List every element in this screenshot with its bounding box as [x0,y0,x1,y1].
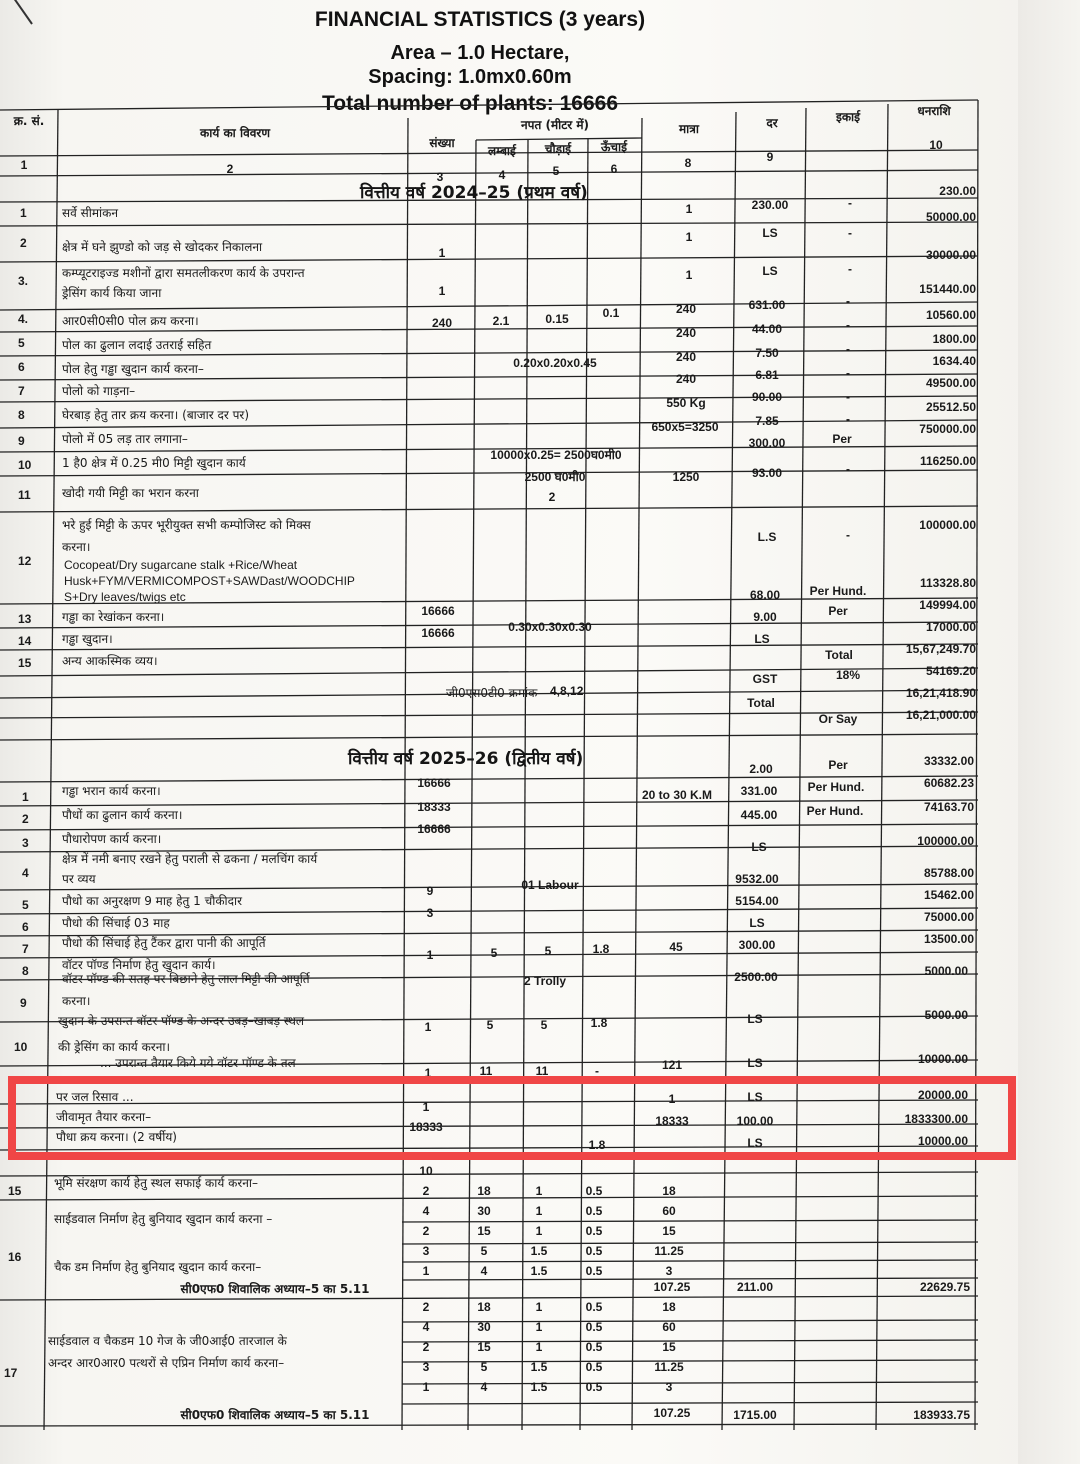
r16rows-nos: 3 [422,1244,430,1258]
y2-r11-len: 11 [479,1064,493,1078]
y1-r12-desc2: करना। [62,540,91,554]
y1-r3-sn: 3. [18,274,29,288]
y2-r9-rate: 2500.00 [734,970,778,984]
y1-r9-desc: पोलो में 05 लड़ तार लगाना– [62,432,188,446]
y2-r1-amt: 60682.23 [923,776,974,790]
y1-r3-nos: 1 [438,284,446,298]
y1-total-label: Total [747,696,775,710]
y2-r8-rate: 300.00 [738,938,776,952]
y2-r16-total-qty: 107.25 [653,1280,691,1294]
y2-r5-meas: 01 Labour [521,878,579,892]
y1-r4-rate: 631.00 [748,298,786,312]
y1-r7-unit: - [846,366,850,380]
y1-r11-desc: खोदी गयी मिट्टी का भरान करना [62,486,199,500]
y1-r8-sn: 8 [18,408,25,422]
r16rows-qty: 60 [662,1204,676,1218]
y2-r8-len: 5 [490,946,498,960]
col-num: 6 [610,162,618,176]
y1-r10-meas: 10000x0.25= 2500घ0मी0 [490,448,622,462]
y2-r9-meas: 2 Trolly [523,974,567,988]
r17rows-qty: 18 [662,1300,676,1314]
y2-r7-rate: LS [749,916,765,930]
r16rows-qty: 15 [662,1224,676,1238]
col-num: 1 [20,158,28,172]
r16rows-nos: 2 [422,1184,430,1198]
r16rows-ht: 0.5 [585,1184,603,1198]
y2-r6-rate: 5154.00 [735,894,779,908]
col-ht-header: ऊँचाई [600,140,628,154]
y1-r4-sn: 4. [18,312,29,326]
y1-r9-rate2: 300.00 [748,436,786,450]
y1-r11-qty: 1250 [672,470,700,484]
y1-r3-amt: 30000.00 [925,248,976,262]
y1-r13-nos: 16666 [421,604,455,618]
y2-r1-nos: 16666 [417,776,451,790]
y2-r14-ht: 1.8 [588,1138,606,1152]
y2-r3-desc: पौधारोपण कार्य करना। [62,832,162,846]
col-sn-header: क्र. सं. [13,114,45,128]
y2-r5-desc: पौधो का अनुरक्षण 9 माह हेतु 1 चौकीदार [62,894,243,908]
y1-r5-amt: 1800.00 [932,332,976,346]
y1-r11-rate: 93.00 [751,466,783,480]
y2-r8-nos: 1 [426,948,434,962]
y2-r13-nos: 1 [422,1100,430,1114]
col-amount-header: धनराशि [917,104,951,118]
r16rows-len: 30 [477,1204,491,1218]
y1-gst-noteval: 4,8,12 [550,684,584,698]
y2-r8-ht: 1.8 [592,942,610,956]
y1-r12-desc3: Cocopeat/Dry sugarcane stalk +Rice/Wheat [64,558,298,572]
section-year-2: वित्तीय वर्ष 2025–26 (द्वितीय वर्ष) [348,749,584,769]
col-wid-header: चौड़ाई [544,142,572,156]
y1-r2-sn: 2 [20,236,27,250]
y1-r5-unit: - [846,318,850,332]
y2-r12-amt: 20000.00 [917,1088,968,1102]
y1-gst-amt: 54169.20 [925,664,976,678]
r16rows-nos: 1 [422,1264,430,1278]
y1-r3-rate: LS [762,264,778,278]
y1-r12-desc4: Husk+FYM/VERMICOMPOST+SAWDast/WOODCHIP [64,574,355,588]
y2-r4-amt: 85788.00 [923,866,974,880]
y2-r10-ht: 1.8 [590,1016,608,1030]
y2-r10-nos: 1 [424,1020,432,1034]
y2-r16-amt: 22629.75 [919,1280,970,1294]
y1-r2-qty: 1 [685,230,693,244]
r17rows-len: 5 [480,1360,488,1374]
y1-r14-meas: 0.30x0.30x0.30 [508,620,592,634]
r16rows-len: 18 [477,1184,491,1198]
y1-r12-rate: L.S [757,530,777,544]
r17rows-wid: 1 [535,1300,543,1314]
y2-r16-desc2: चैक डम निर्माण हेतु बुनियाद खुदान कार्य करना– [54,1260,262,1274]
y1-r1-unit: - [848,196,852,210]
y2-r17-desc2: अन्दर आर0आर0 पत्थरों से एप्रिन निर्माण कार्य करना– [48,1356,285,1370]
y1-r12-unit2: Per Hund. [809,584,867,598]
y2-r10-desc2: की ड्रेसिंग का कार्य करना। [58,1040,171,1054]
y1-r6-meas: 0.20x0.20x0.45 [513,356,597,370]
col-len-header: लम्बाई [488,144,516,158]
r17rows-len: 18 [477,1300,491,1314]
y2-r0-unit: Per [828,758,848,772]
r17rows-ht: 0.5 [585,1360,603,1374]
y2-r13-amt: 1833300.00 [904,1112,968,1126]
r16rows-wid: 1.5 [530,1244,548,1258]
y2-r16-sn: 16 [8,1250,22,1264]
y1-r14-rate: LS [754,632,770,646]
r16rows-wid: 1 [535,1224,543,1238]
y1-r15-unit: Total [825,648,853,662]
y1-r6-desc: पोल हेतु गड्ढा खुदान कार्य करना– [62,362,204,376]
y2-r9-desc2: करना। [62,994,91,1008]
y2-r2-desc: पौधों का ढुलान कार्य करना। [62,808,183,822]
y2-r7-desc: पौधो की सिंचाई हेतु टैंकर द्वारा पानी की आपूर्ति [62,936,266,950]
y1-r9-unit: - [846,412,850,426]
y1-r14-amt: 17000.00 [925,620,976,634]
y2-r17-total-qty: 107.25 [653,1406,691,1420]
r17rows-wid: 1 [535,1320,543,1334]
y2-r1-rate: 331.00 [740,784,778,798]
y2-r12-qty: 1 [668,1092,676,1106]
y1-r3-qty: 1 [685,268,693,282]
y1-r8-amt: 25512.50 [925,400,976,414]
y1-total-amt: 16,21,418.90 [905,686,976,700]
y1-r5-rate: 44.00 [751,322,783,336]
y2-r8-desc: वॉटर पॉण्ड निर्माण हेतु खुदान कार्य। [62,958,216,972]
r17rows-wid: 1 [535,1340,543,1354]
r17rows-nos: 2 [422,1300,430,1314]
y1-r3-amt2: 151440.00 [919,282,976,296]
r17rows-ht: 0.5 [585,1320,603,1334]
r17rows-qty: 3 [665,1380,673,1394]
y2-r13-qty: 18333 [655,1114,689,1128]
y2-r7-amt: 13500.00 [923,932,974,946]
r16rows-ht: 0.5 [585,1224,603,1238]
y1-r6-unit: - [846,342,850,356]
y1-r4-len: 2.1 [492,314,510,328]
y2-r11-desc: ... उपरान्त तैयार किये गये वॉटर पॉण्ड के तल [100,1056,296,1070]
y2-r15-desc: भूमि संरक्षण कार्य हेतु स्थल सफाई कार्य करना– [54,1176,258,1190]
y1-r12-sn: 12 [18,554,32,568]
y1-r9-rate: 7.85 [755,414,779,428]
r17rows-nos: 1 [422,1380,430,1394]
col-num: 9 [766,150,774,164]
col-rate-header: दर [766,116,778,130]
y1-r12-rate2: 68.00 [749,588,781,602]
y2-r17-amt: 183933.75 [913,1408,970,1422]
r17rows-wid: 1.5 [530,1380,548,1394]
y1-r7-amt: 49500.00 [925,376,976,390]
y1-r1-desc: सर्वे सीमांकन [62,206,118,220]
r17rows-qty: 11.25 [654,1360,684,1374]
y2-r12-rate: LS [747,1090,763,1104]
y2-r6-sn: 6 [22,920,29,934]
y1-r2-nos: 1 [438,246,446,260]
r16rows-qty: 3 [665,1264,673,1278]
y2-r17-foot: सी0एफ0 शिवालिक अध्याय–5 का 5.11 [180,1408,370,1422]
y2-r11-nos: 1 [424,1066,432,1080]
y2-r10-sn: 10 [14,1040,28,1054]
y1-r4-unit: - [846,294,850,308]
page-margin [1018,0,1080,1464]
y2-r6-desc: पौधो की सिंचाई 03 माह [62,916,170,930]
r16rows-len: 5 [480,1244,488,1258]
y1-r9-sn: 9 [18,434,25,448]
y1-r13-rate: 9.00 [753,610,777,624]
r17rows-qty: 60 [662,1320,676,1334]
col-qty-header: मात्रा [678,122,700,136]
y1-r8-rate: 90.00 [751,390,783,404]
y1-r4-amt: 10560.00 [925,308,976,322]
y2-r5-sn: 5 [22,898,29,912]
y2-r0-rate: 2.00 [749,762,773,776]
y2-r3-sn: 3 [22,836,29,850]
y1-say-label: Or Say [818,712,858,726]
y2-r10-wid: 5 [540,1018,548,1032]
y2-r17-sn: 17 [4,1366,18,1380]
y1-r2-rate: LS [762,226,778,240]
y1-r4-desc: आर0सी0सी0 पोल क्रय करना। [62,314,199,328]
col-desc-header: कार्य का विवरण [200,126,270,140]
y1-r7-qty: 240 [675,372,697,386]
r16rows-qty: 11.25 [654,1244,684,1258]
r16rows-wid: 1.5 [530,1264,548,1278]
y1-r8-qty: 550 Kg [666,396,706,410]
r17rows-qty: 15 [662,1340,676,1354]
col-num: 5 [552,164,560,178]
y2-r13-rate: 100.00 [736,1114,774,1128]
col-measure-header: नपत (मीटर में) [520,118,590,132]
y1-r4-qty: 240 [675,302,697,316]
y1-r10-amt: 116250.00 [919,454,976,468]
y2-r14-nos: 18333 [409,1120,443,1134]
y1-r7-sn: 7 [18,384,25,398]
y1-r13-amt: 149994.00 [919,598,976,612]
y2-r16-rate: 211.00 [736,1280,774,1294]
r16rows-len: 4 [480,1264,488,1278]
y2-r8-qty: 45 [669,940,683,954]
spacing-line: Spacing: 1.0mx0.60m [368,66,572,88]
y1-r9-unit2: Per [832,432,852,446]
y2-r10-rate: LS [747,1012,763,1026]
y2-r15-sn: 15 [8,1184,22,1198]
y2-r2-unit: Per Hund. [806,804,864,818]
col-nos-header: संख्या [429,136,455,150]
y2-r10-len: 5 [486,1018,494,1032]
y1-r12-amt2: 113328.80 [919,576,976,590]
y1-r9-amt: 750000.00 [919,422,976,436]
y1-r7-desc: पोलो को गाड़ना– [62,384,136,398]
y1-r11-sn: 11 [18,488,31,502]
y1-say-amt: 16,21,000.00 [905,708,976,722]
r17rows-ht: 0.5 [585,1380,603,1394]
r17rows-wid: 1.5 [530,1360,548,1374]
y1-r15-amt: 15,67,249.70 [905,642,976,656]
y2-r7-sn: 7 [22,942,29,956]
r16rows-nos: 4 [422,1204,430,1218]
y2-r6-amt: 75000.00 [923,910,974,924]
y2-r6-nos: 3 [426,906,434,920]
r16rows-wid: 1 [535,1204,543,1218]
y2-r17-rate: 1715.00 [733,1408,777,1422]
y2-r11-ht: - [595,1064,599,1078]
y1-r5-qty: 240 [675,326,697,340]
y2-r1-qty: 20 to 30 K.M [641,788,713,802]
r16rows-len: 15 [477,1224,491,1238]
r16rows-ht: 0.5 [585,1264,603,1278]
y2-r11-qty: 121 [661,1058,683,1072]
y2-r9-sn: 9 [20,996,27,1010]
y1-r13-desc: गड्ढा का रेखांकन करना। [62,610,165,624]
y1-r6-rate: 7.50 [755,346,779,360]
y2-r13-desc: जीवामृत तैयार करना– [56,1110,152,1124]
y2-r10-amt: 5000.00 [924,1008,968,1022]
r17rows-len: 4 [480,1380,488,1394]
y2-r4-desc2: पर व्यय [62,872,96,886]
y1-gst-note: जी0एस0टी0 क्रमांक [446,686,538,700]
r17rows-ht: 0.5 [585,1300,603,1314]
y1-r11-unit: - [846,462,850,476]
col-num: 8 [684,156,692,170]
y1-r1-qty: 1 [685,202,693,216]
y1-r3-desc: कम्प्यूटराइज्ड मशीनों द्वारा समतलीकरण कार्य के उपरान्त [62,266,305,280]
y1-r15-sn: 15 [18,656,32,670]
section-year-1: वित्तीय वर्ष 2024–25 (प्रथम वर्ष) [360,183,588,203]
col-num: 3 [436,170,444,184]
r16rows-ht: 0.5 [585,1204,603,1218]
y2-r4-rate: LS [751,840,767,854]
y2-r14-desc: पौधा क्रय करना। (2 वर्षीय) [56,1130,177,1144]
y1-r2-amt: 50000.00 [925,210,976,224]
col-unit-header: इकाई [835,110,861,124]
y2-r15-nos: 10 [419,1164,433,1178]
r17rows-len: 30 [477,1320,491,1334]
y2-r1-desc: गड्ढा भरान कार्य करना। [62,784,161,798]
y1-r4-wid: 0.15 [545,312,569,326]
y1-r1-amt: 230.00 [939,184,976,198]
y2-r11-rate: LS [747,1056,763,1070]
col-num: 10 [929,138,943,152]
y1-r8-unit: - [846,390,850,404]
area-line: Area – 1.0 Hectare, [390,42,570,64]
y1-r10-sn: 10 [18,458,32,472]
y1-r10-desc: 1 है0 क्षेत्र में 0.25 मी0 मिट्टी खुदान कार्य [62,456,246,470]
doc-title: FINANCIAL STATISTICS (3 years) [314,8,646,31]
y1-r5-desc: पोल का ढुलान लदाई उतराई सहित [62,338,212,352]
y1-r6-qty: 240 [675,350,697,364]
y1-r14-sn: 14 [18,634,32,648]
y1-r11-meas: 2500 घ0मी0 [524,470,586,484]
y2-r8-wid: 5 [544,944,552,958]
r17rows-ht: 0.5 [585,1340,603,1354]
y2-r12-desc: पर जल रिसाव ... [56,1090,134,1104]
y1-r14-nos: 16666 [421,626,455,640]
y1-r3-desc2: ड्रेसिंग कार्य किया जाना [62,286,162,300]
y1-r7-rate: 6.81 [755,368,779,382]
r16rows-qty: 18 [662,1184,676,1198]
y1-r8-desc: घेरबाड़ हेतु तार क्रय करना। (बाजार दर पर) [62,408,250,422]
r16rows-ht: 0.5 [585,1244,603,1258]
y2-r1-sn: 1 [22,790,29,804]
y1-r6-amt: 1634.40 [932,354,976,368]
y2-r5-nos: 9 [426,884,434,898]
y2-r9-desc: वॉटर पॉण्ड की सतह पर बिछाने हेतु लाल मिट्टी की आपूर्ति [62,972,310,986]
y2-r16-desc: साईडवाल निर्माण हेतु बुनियाद खुदान कार्य करना – [54,1212,273,1226]
y2-r14-amt: 10000.00 [917,1134,968,1148]
y1-r1-sn: 1 [20,206,27,220]
y2-r17-desc: साईडवाल व चैकडम 10 गेज के जी0आई0 तारजाल के [48,1334,287,1348]
y2-r3-nos: 16666 [417,822,451,836]
y1-r4-ht: 0.1 [602,306,620,320]
y1-r13-sn: 13 [18,612,32,626]
y1-r12-amt: 100000.00 [919,518,976,532]
y2-r1-unit: Per Hund. [807,780,865,794]
y2-r14-rate: LS [747,1136,763,1150]
y1-r13-unit: Per [828,604,848,618]
y1-r11-meas2: 2 [548,490,556,504]
highlight-box [8,1076,1016,1160]
r16rows-wid: 1 [535,1184,543,1198]
y2-r5-rate: 9532.00 [735,872,779,886]
y1-r9-qty: 650x5=3250 [651,420,719,434]
y1-r4-nos: 240 [431,316,453,330]
r17rows-nos: 4 [422,1320,430,1334]
y2-r2-amt: 74163.70 [923,800,974,814]
col-num: 2 [226,162,234,176]
y2-r16-foot: सी0एफ0 शिवालिक अध्याय–5 का 5.11 [180,1282,370,1296]
r17rows-nos: 3 [422,1360,430,1374]
y2-r3-amt: 100000.00 [917,834,974,848]
y2-r5-amt: 15462.00 [923,888,974,902]
y2-r2-rate: 445.00 [740,808,778,822]
y1-r2-desc: क्षेत्र में घने झुण्डो को जड़ से खोदकर निकालना [62,240,263,254]
y2-r8-amt: 5000.00 [924,964,968,978]
y1-r12-desc: भरे हुई मिट्टी के ऊपर भूरीयुक्त सभी कम्पोजिस्ट को मिक्स [62,518,311,532]
y1-gst-label: GST [752,672,778,686]
r17rows-len: 15 [477,1340,491,1354]
y2-r11-amt: 10000.00 [917,1052,968,1066]
y2-r11-wid: 11 [535,1064,549,1078]
plants-line: Total number of plants: 16666 [322,92,618,115]
y2-r2-sn: 2 [22,812,29,826]
y1-r12-unit: - [846,528,850,542]
y2-r4-sn: 4 [22,866,29,880]
y1-r14-desc: गड्ढा खुदान। [62,632,113,646]
col-num: 4 [498,168,506,182]
y1-r5-sn: 5 [18,336,25,350]
y1-r1-rate: 230.00 [751,198,789,212]
y2-r2-nos: 18333 [417,800,451,814]
y1-r15-desc: अन्य आकस्मिक व्यय। [62,654,158,668]
y2-r10-desc: खुदान के उपरान्त वॉटर पॉण्ड के अन्दर उबड़–खाबड़ स्थल [58,1014,305,1028]
y1-r3-unit: - [848,262,852,276]
y1-r2-unit: - [848,226,852,240]
y2-r0-amt: 33332.00 [923,754,974,768]
y2-r8-sn: 8 [22,964,29,978]
r16rows-nos: 2 [422,1224,430,1238]
y1-r6-sn: 6 [18,360,25,374]
r17rows-nos: 2 [422,1340,430,1354]
y1-r12-desc5: S+Dry leaves/twigs etc [64,590,186,604]
y1-gst-pct: 18% [835,668,861,682]
y2-r4-desc: क्षेत्र में नमी बनाए रखने हेतु पराली से ढकना / मलचिंग कार्य [62,852,318,866]
